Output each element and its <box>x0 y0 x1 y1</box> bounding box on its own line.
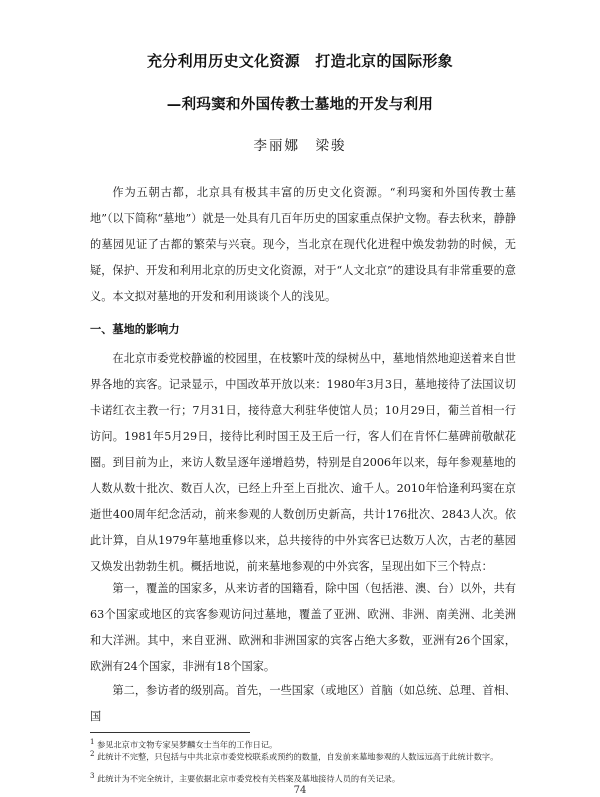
section-1-paragraph-2: 第一，覆盖的国家多，从来访者的国籍看，除中国（包括港、澳、台）以外，共有63个国家或地区的宾客参观访问过墓地，覆盖了亚洲、欧洲、非洲、南美洲、北美洲和大洋洲。其中，来自亚洲、欧洲和非洲国家的宾客占绝大多数，亚洲有26个国家，欧洲有24个国家，非洲有18个国家。 <box>90 582 516 673</box>
intro-paragraph: 作为五朝古都，北京具有极其丰富的历史文化资源。“利玛窦和外国传教士墓地”（以下简称“墓地”）就是一处具有几百年历史的国家重点保护文物。春去秋来，静静的墓园见证了古都的繁荣与兴衰。现今，当北京在现代化进程中焕发勃勃的时候，无疑，保护、开发和利用北京的历史文化资源，对于“人文北京”的建设具有非常重要的意义。本文拟对墓地的开发和利用谈谈个人的浅见。 <box>90 186 516 303</box>
footnote-1-mark: 1 <box>90 738 95 746</box>
paper-subtitle: —利玛窦和外国传教士墓地的开发与利用 <box>166 97 434 113</box>
footnote-2-mark: 2 <box>90 750 95 758</box>
footnote-3 <box>90 771 516 785</box>
footnote-2-text: 此统计不完整，只包括与中共北京市委党校联系或预约的数量，自发前来墓地参观的人数远远高于此统计数字。 <box>97 751 499 762</box>
section-1-heading: 一、墓地的影响力 <box>90 323 180 336</box>
page-number: 74 <box>293 785 307 796</box>
section-1-paragraph-1: 在北京市委党校静谧的校园里，在枝繁叶茂的绿树丛中，墓地悄然地迎送着来自世界各地的宾客。记录显示，中国改革开放以来：1980年3月3日，墓地接待了法国议切卡诺红衣主教一行；7月31日，接待意大利驻华使馆人员；10月29日，葡兰首相一行访问。1981年5月29日，接待比利时国王及王后一行，客人们在肯怀仁墓碑前敬献花圈。到目前为止，来访人数呈逐年递增趋势，特别是自2006年以来，每年参观墓地的人数从数十批次、数百人次，已经上升至上百批次、逾千人。2010年恰逢利玛窦在京逝世400周年纪念活动，前来参观的人数创历史新高，共计176批次、2843人次。依此计算，自从1979年墓地重修以来，总共接待的中外宾客已达数万人次，古老的墓园又焕发出勃勃生机。概括地说，前来墓地参观的中外宾客，呈现出如下三个特点： <box>90 352 516 573</box>
paper-authors: 李丽娜 梁骏 <box>253 138 347 154</box>
paper-title: 充分利用历史文化资源 打造北京的国际形象 <box>146 52 453 70</box>
footnote-3-text: 此统计为不完全统计，主要依据北京市委党校有关档案及墓地接待人员的有关记录。 <box>97 773 401 784</box>
footnote-3-mark: 3 <box>90 772 95 780</box>
section-1-paragraph-3: 第二，参访者的级别高。首先，一些国家（或地区）首脑（如总统、总理、首相、国 <box>90 684 516 723</box>
footnote-divider <box>90 732 250 733</box>
footnote-1-text: 参见北京市文物专家吴梦麟女士当年的工作日记。 <box>97 739 278 750</box>
footnote-2 <box>90 749 516 763</box>
